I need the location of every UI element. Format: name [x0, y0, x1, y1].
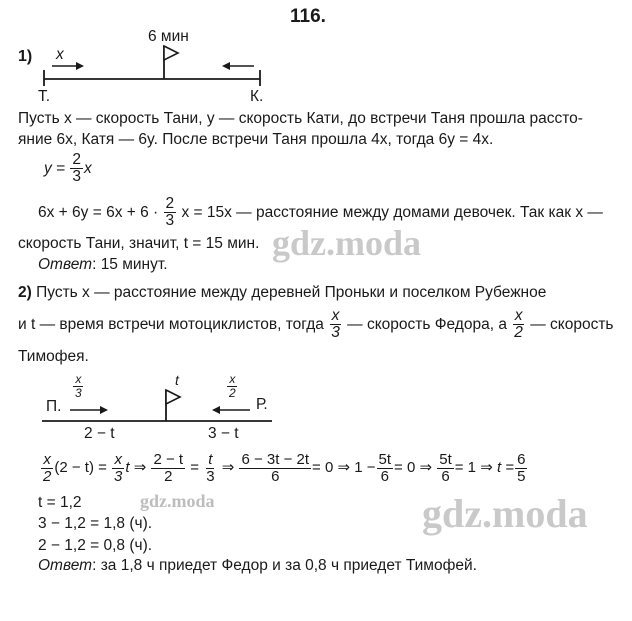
answer-label: Ответ: [38, 557, 93, 574]
watermark-1: gdz.moda: [272, 223, 422, 263]
eq-part: (2 − t) =: [54, 459, 107, 477]
frac-num: 2: [165, 195, 175, 212]
problem-2-line-1: Пусть x — расстояние между деревней Проньки и поселком Рубежное: [36, 284, 547, 301]
problem-2-answer: [38, 557, 477, 575]
speed-label-x: x: [56, 46, 64, 63]
fraction-6-over-5: [515, 452, 527, 485]
implies-symbol: ⇒: [337, 459, 351, 477]
fraction-combined: [239, 452, 311, 485]
problem-2-number: 2): [18, 284, 32, 301]
frac-den: 3: [114, 467, 123, 485]
problem-2-line-2b: — скорость Федора, а: [347, 315, 507, 333]
implies-symbol: ⇒: [133, 459, 147, 477]
frac-den: 3: [206, 467, 215, 485]
frac-num: x: [75, 372, 82, 386]
frac-den: 3: [72, 168, 82, 186]
frac-num: t: [208, 451, 213, 468]
fraction-x-over-3-eq: [112, 452, 124, 485]
eq-part: = 0: [394, 459, 416, 477]
implies-symbol: ⇒: [221, 459, 235, 477]
fraction-5t-over-6-b: [437, 452, 454, 485]
frac-num: x: [229, 372, 236, 386]
point-label-k: К.: [250, 88, 264, 105]
eq-part: = 0: [312, 459, 334, 477]
frac-den: 2: [43, 467, 52, 485]
frac-num: 5t: [439, 451, 452, 468]
problem-1-text-line-3: скорость Тани, значит, t = 15 мин.: [18, 235, 260, 252]
point-label-r: Р.: [256, 396, 268, 413]
implies-symbol: ⇒: [480, 459, 493, 477]
frac-num: x: [114, 451, 122, 468]
fraction-x-over-2-eq: [41, 452, 53, 485]
answer-text: : за 1,8 ч приедет Федор и за 0,8 ч приедет Тимофей.: [92, 557, 477, 574]
implies-symbol: ⇒: [419, 459, 433, 477]
segment-right-label: 3 − t: [208, 425, 239, 442]
equals-symbol: =: [190, 459, 200, 477]
time-label: 6 мин: [148, 28, 189, 45]
frac-num: x: [43, 451, 51, 468]
frac-num: x: [514, 307, 523, 324]
fraction-2-minus-t-over-2: [151, 452, 185, 485]
result-t: t = 1,2: [38, 494, 82, 511]
problem-2-text-line-3: Тимофея.: [18, 348, 89, 365]
eq-y-lhs: y =: [44, 159, 66, 177]
frac-den: 3: [165, 212, 175, 230]
point-label-t: Т.: [38, 88, 51, 105]
result-timofey-time: 2 − 1,2 = 0,8 (ч).: [38, 537, 153, 554]
answer-label: Ответ: [38, 256, 93, 273]
equation-chain: [40, 452, 528, 485]
eq-part: 1 −: [354, 459, 376, 477]
watermark-2: gdz.moda: [140, 491, 215, 511]
frac-den: 2: [164, 467, 173, 485]
page-number: 116.: [290, 6, 326, 27]
problem-1-number: 1): [18, 48, 33, 65]
frac-den: 6: [380, 467, 389, 485]
eq-y-var: x: [84, 159, 92, 177]
fraction-5t-over-6: [377, 452, 394, 485]
frac-num: 5t: [378, 451, 392, 468]
point-label-p: П.: [46, 398, 62, 415]
frac-num: x: [331, 307, 340, 324]
eq-distance-right: x = 15x — расстояние между домами девочек. Так как x —: [181, 203, 603, 221]
problem-2-line-2a: и t — время встречи мотоциклистов, тогда: [18, 315, 324, 333]
result-fedor-time: 3 − 1,2 = 1,8 (ч).: [38, 515, 153, 532]
frac-den: 6: [271, 467, 280, 485]
frac-den: 3: [331, 324, 340, 342]
problem-2-line-2c: — скорость: [530, 315, 614, 333]
frac-num: 6: [517, 451, 526, 468]
watermark-3: gdz.moda: [422, 491, 588, 536]
eq-part: t: [125, 459, 130, 477]
frac-den: 5: [517, 467, 526, 485]
frac-den: 2: [514, 324, 523, 342]
segment-left-label: 2 − t: [84, 425, 115, 442]
frac-num: 6 − 3t − 2t: [241, 451, 310, 468]
frac-den: 2: [229, 385, 236, 400]
frac-den: 3: [75, 385, 82, 400]
problem-1-text-line-2: яние 6x, Катя — 6y. После встречи Таня прошла 4x, тогда 6y = 4x.: [18, 131, 494, 148]
frac-num: 2 − t: [153, 451, 184, 468]
fraction-t-over-3: [204, 452, 216, 485]
eq-part: t =: [496, 459, 515, 477]
answer-text: : 15 минут.: [92, 256, 168, 273]
problem-1-text-line-1: Пусть x — скорость Тани, y — скорость Кати, до встречи Таня прошла рассто-: [18, 110, 583, 127]
frac-num: 2: [72, 151, 82, 168]
eq-distance-left: 6x + 6y = 6x + 6 ·: [38, 203, 159, 221]
flag-time-label: t: [175, 372, 179, 388]
frac-den: 6: [441, 467, 450, 485]
eq-part: = 1: [454, 459, 477, 477]
